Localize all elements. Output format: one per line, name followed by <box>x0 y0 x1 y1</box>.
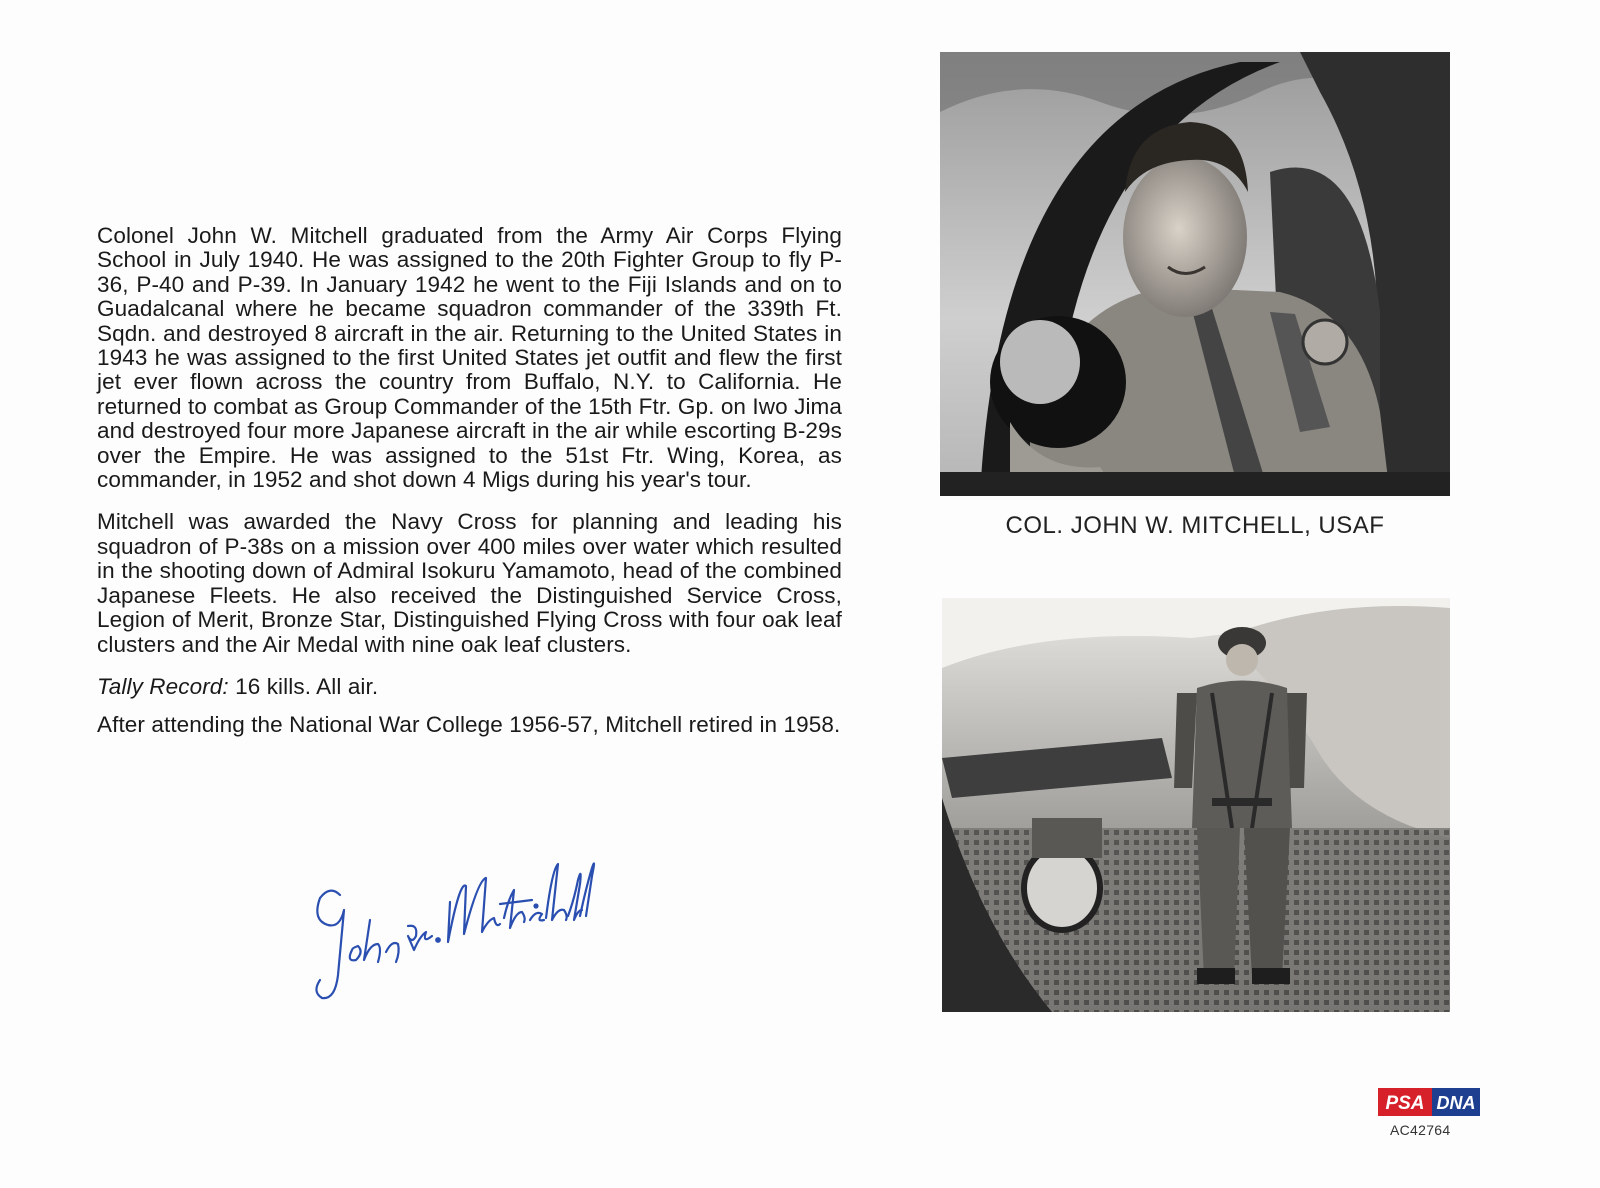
bio-paragraph-career: Colonel John W. Mitchell graduated from the Army Air Corps Flying School in July 1940. He was assigned to the 20th Fighter Group to fly P-36, P-40 and P-39. In January 1942 he went to the Fiji Islands and on to Guadalcanal where he became squadron commander of the 339th Ft. Sqdn. and destroyed 8 aircraft in the air. Returning to the United States in 1943 he was assigned to the first United States jet outfit and flew the first jet ever flown across the country from Buffalo, N.Y. to California. He returned to combat as Group Commander of the 15th Ftr. Gp. on Iwo Jima and destroyed four more Japanese aircraft in the air while escorting B-29s over the Empire. He was assigned to the 51st Ftr. Wing, Korea, as commander, in 1952 and shot down 4 Migs during his year's tour. <box>97 223 842 493</box>
psa-logo-text: PSA <box>1385 1093 1425 1114</box>
tally-value: 16 kills. All air. <box>228 673 379 699</box>
dna-logo-text: DNA <box>1436 1093 1476 1113</box>
biography-text <box>97 224 842 756</box>
psa-dna-logo <box>1378 1088 1480 1116</box>
autograph-signature <box>300 840 600 1020</box>
bio-paragraph-retirement: After attending the National War College 1956-57, Mitchell retired in 1958. <box>97 712 841 738</box>
tally-label: Tally Record: <box>97 673 229 699</box>
cockpit-portrait-photo <box>940 52 1450 496</box>
tally-record <box>97 675 842 699</box>
standing-airfield-photo <box>942 598 1450 1012</box>
bio-paragraph-awards: Mitchell was awarded the Navy Cross for planning and leading his squadron of P-38s on a mission over 400 miles over water which resulted in the shooting down of Admiral Isokuru Yamamoto, head of the combined Japanese Fleets. He also received the Distinguished Service Cross, Legion of Merit, Bronze Star, Distinguished Flying Cross with four oak leaf clusters and the Air Medal with nine oak leaf clusters. <box>97 509 842 657</box>
photo-caption: COL. JOHN W. MITCHELL, USAF <box>1005 512 1385 539</box>
certification-number: AC42764 <box>1390 1122 1451 1138</box>
